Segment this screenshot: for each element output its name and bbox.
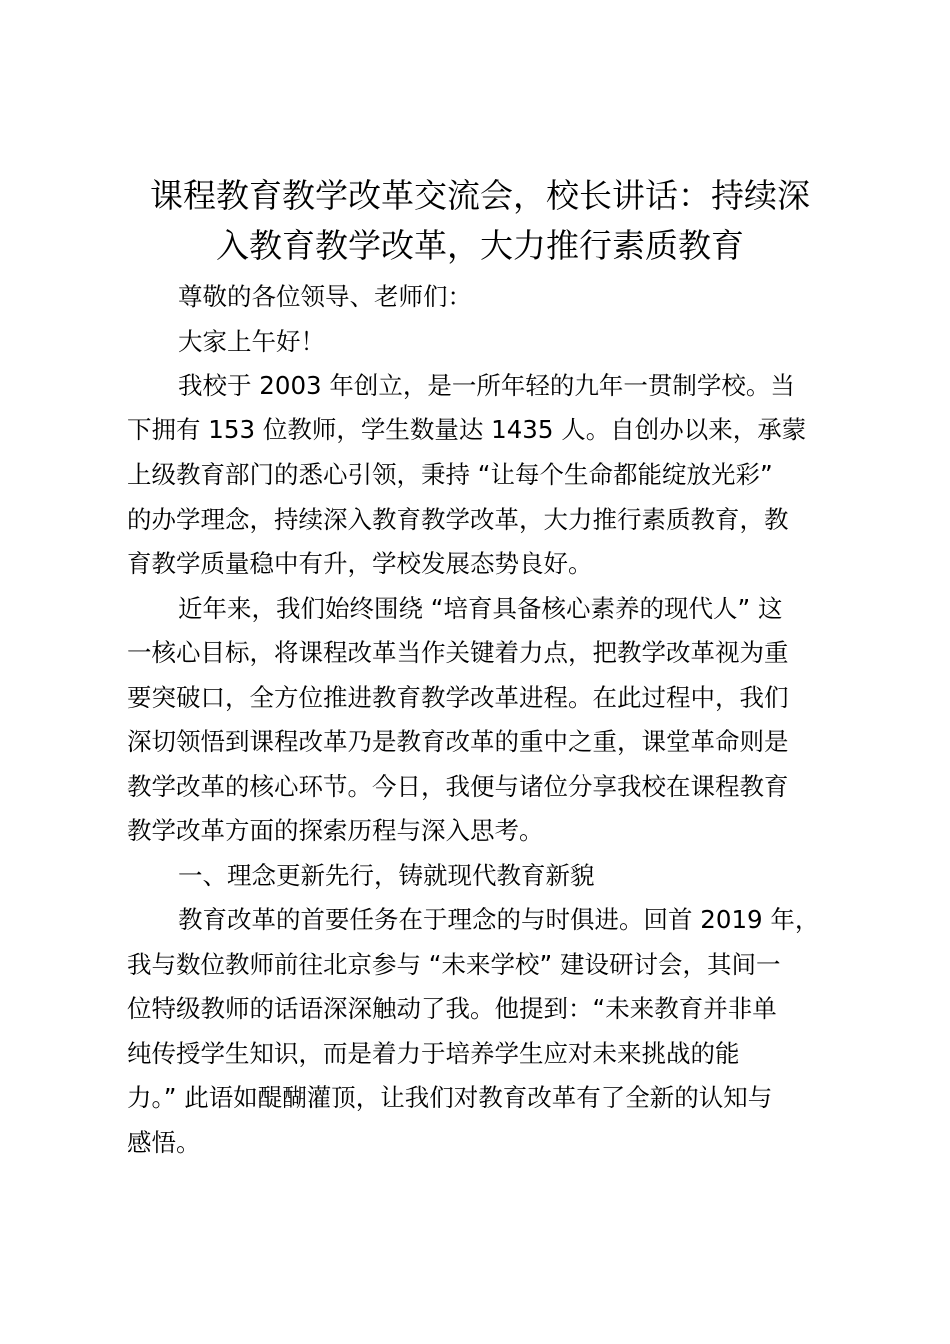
document-title-line-1: 课程教育教学改革交流会，校长讲话：持续深 [150,176,810,215]
paragraph-2-line: 教学改革的核心环节。今日，我便与诸位分享我校在课程教育 [127,772,789,801]
paragraph-3-line: 我与数位教师前往北京参与 “未来学校” 建设研讨会，其间一 [127,950,781,979]
paragraph-3-line: 教育改革的首要任务在于理念的与时俱进。回首 2019 年， [178,905,820,934]
paragraph-1-line: 的办学理念，持续深入教育教学改革，大力推行素质教育，教 [127,505,789,534]
paragraph-3-line: 感悟。 [127,1128,201,1157]
paragraph-1-line: 我校于 2003 年创立，是一所年轻的九年一贯制学校。当 [178,371,795,400]
paragraph-3-line: 力。” 此语如醍醐灌顶，让我们对教育改革有了全新的认知与 [127,1083,773,1112]
section-1-heading: 一、理念更新先行，铸就现代教育新貌 [178,861,595,890]
paragraph-2-line: 教学改革方面的探索历程与深入思考。 [127,816,544,845]
paragraph-1-line: 育教学质量稳中有升，学校发展态势良好。 [127,549,593,578]
paragraph-3-line: 位特级教师的话语深深触动了我。他提到：“未来教育并非单 [127,994,777,1023]
paragraph-2-line: 深切领悟到课程改革乃是教育改革的重中之重，课堂革命则是 [127,727,789,756]
paragraph-1-line: 上级教育部门的悉心引领，秉持 “让每个生命都能绽放光彩” [127,460,773,489]
paragraph-2-line: 要突破口，全方位推进教育教学改革进程。在此过程中，我们 [127,683,789,712]
paragraph-1-line: 下拥有 153 位教师，学生数量达 1435 人。自创办以来，承蒙 [127,415,807,444]
paragraph-2-line: 近年来，我们始终围绕 “培育具备核心素养的现代人” 这 [178,594,783,623]
salutation: 大家上午好！ [178,327,325,356]
paragraph-3-line: 纯传授学生知识，而是着力于培养学生应对未来挑战的能 [127,1039,740,1068]
document-title-line-2: 入教育教学改革，大力推行素质教育 [216,226,744,265]
greeting: 尊敬的各位领导、老师们： [178,282,472,311]
paragraph-2-line: 一核心目标，将课程改革当作关键着力点，把教学改革视为重 [127,638,789,667]
